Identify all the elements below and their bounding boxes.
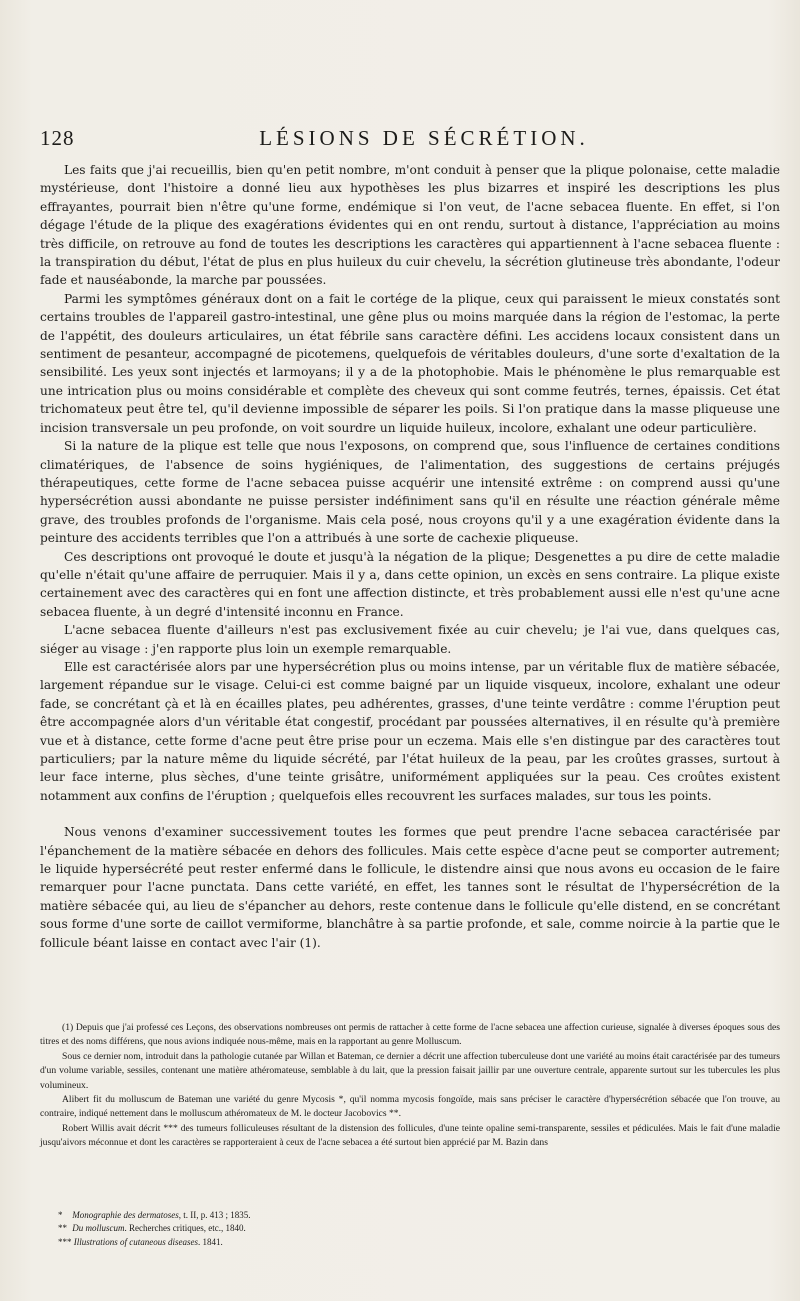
reference-mark: * bbox=[58, 1210, 63, 1220]
reference-item bbox=[58, 1209, 658, 1222]
reference-details: . 1841. bbox=[198, 1236, 223, 1247]
reference-item bbox=[58, 1236, 658, 1249]
running-title: LÉSIONS DE SÉCRÉTION. bbox=[259, 126, 589, 150]
page-header bbox=[40, 126, 780, 156]
footnotes bbox=[40, 1021, 780, 1151]
reference-item bbox=[58, 1222, 658, 1235]
paragraph-acne-visage: L'acne sebacea fluente d'ailleurs n'est pas exclusivement fixée au cuir chevelu; je l'ai vue, dans quelques cas, siéger au visage : j'en rapporte plus loin un exemple remarquable. bbox=[40, 623, 780, 656]
paragraph-plique-polonaise: Les faits que j'ai recueillis, bien qu'en petit nombre, m'ont conduit à penser que la plique polonaise, cette maladie mystérieuse, dont l'histoire a donné lieu aux hypothèses les plus bizarres et inspiré les descriptions les plus effrayantes, pourrait bien n'être qu'une forme, endémique si l'on veut, de l'acne sebacea fluente. En effet, si l'on dégage l'étude de la plique des exagérations évidentes qui en ont rendu, surtout à distance, l'appréciation au moins très difficile, on retrouve au fond de toutes les descriptions les caractères qui appartiennent à l'acne sebacea fluente : la transpiration du début, l'état de plus en plus huileux du cuir chevelu, la sécrétion glutineuse très abondante, l'odeur fade et nauséabonde, la marche par poussées. bbox=[40, 163, 780, 288]
body-text bbox=[40, 161, 780, 952]
reference-mark: ** bbox=[58, 1223, 67, 1234]
paragraph-symptomes-generaux: Parmi les symptômes généraux dont on a fait le cortége de la plique, ceux qui paraissent le mieux constatés sont certains troubles de l'appareil gastro-intestinal, une gêne plus ou moins marquée dans la région de l'estomac, la perte de l'appétit, des douleurs articulaires, un état fébrile sans caractère défini. Les accidens locaux consistent dans un sentiment de pesanteur, accompagné de picotemens, quelquefois de véritables douleurs, d'une sorte d'exaltation de la sensibilité. Les yeux sont injectés et larmoyans; il y a de la photophobie. Mais le phénomène le plus remarquable est une intrication plus ou moins considérable et complète des cheveux qui sont comme feutrés, ternes, épaissis. Cet état trichomateux peut être tel, qu'il devienne impossible de séparer les poils. Si l'on pratique dans la masse pliqueuse une incision transversale un peu profonde, on voit sourdre un liquide huileux, incolore, exhalant une odeur particulière. bbox=[40, 291, 780, 435]
paragraph-nature-plique: Si la nature de la plique est telle que nous l'exposons, on comprend que, sous l'influence de certaines conditions climatériques, de l'absence de soins hygiéniques, de l'alimentation, des suggestions de certains préjugés thérapeutiques, cette forme de l'acne sebacea puisse acquérir une intensité extrême : on comprend aussi qu'une hypersécrétion aussi abondante ne puisse persister indéfiniment sans qu'il en résulte une réaction générale même grave, des troubles profonds de l'organisme. Mais cela posé, nous croyons qu'il y a une exagération évidente dans la peinture des accidents terribles que l'on a attribués à une sorte de cachexie pliqueuse. bbox=[40, 439, 780, 546]
paragraph-descriptions-doute: Ces descriptions ont provoqué le doute et jusqu'à la négation de la plique; Desgenettes a pu dire de cette maladie qu'elle n'était qu'une affaire de perruquier. Mais il y a, dans cette opinion, un excès en sens contraire. La plique existe certainement avec des caractères qui en font une affection distincte, et très probablement aussi elle n'est qu'une acne sebacea fluente, à un degré d'intensité inconnu en France. bbox=[40, 549, 780, 619]
footnote-molluscum: Sous ce dernier nom, introduit dans la pathologie cutanée par Willan et Bateman, ce dernier a décrit une affection tuberculeuse dont une variété au moins était caractérisée par des tumeurs d'un volume variable, sessiles, contenant une matière athéromateuse, semblable à du lait, que la pression faisait jaillir par une ouverture centrale, apparente surtout sur les tubercules les plus volumineux. bbox=[40, 1050, 780, 1091]
reference-title: Illustrations of cutaneous diseases bbox=[73, 1236, 198, 1247]
paragraph-hypersecretion: Elle est caractérisée alors par une hypersécrétion plus ou moins intense, par un véritable flux de matière sébacée, largement répandue sur le visage. Celui-ci est comme baigné par un liquide visqueux, incolore, exhalant une odeur fade, se concrétant çà et là en écailles plates, peu adhérentes, grasses, d'une teinte verdâtre : comme l'éruption peut être accompagnée alors d'un véritable état congestif, procédant par poussées alternatives, il en résulte qu'à première vue et à distance, cette forme d'acne peut être prise pour un eczema. Mais elle s'en distingue par des caractères tout particuliers; par la nature même du liquide sécrété, par l'état huileux de la peau, par les croûtes grasses, surtout à leur face interne, plus sèches, d'une teinte grisâtre, uniformément appliquées sur la peau. Ces croûtes existent notamment aux confins de l'éruption ; quelquefois elles recouvrent les surfaces malades, sur tous les points. bbox=[40, 659, 780, 803]
reference-notes bbox=[58, 1209, 658, 1249]
footnote-1: (1) Depuis que j'ai professé ces Leçons, des observations nombreuses ont permis de rattacher à cette forme de l'acne sebacea une affection curieuse, signalée à diverses époques sous des titres et des noms différens, que nous avions indiquée nous-même, mais en la rapportant au genre Molluscum. bbox=[40, 1022, 780, 1048]
page-number: 128 bbox=[40, 126, 75, 150]
reference-title: Du molluscum bbox=[72, 1223, 125, 1234]
reference-mark: *** bbox=[58, 1236, 72, 1247]
reference-details: , t. II, p. 413 ; 1835. bbox=[178, 1210, 251, 1220]
reference-title: Monographie des dermatoses bbox=[72, 1210, 179, 1220]
reference-details: . Recherches critiques, etc., 1840. bbox=[124, 1223, 246, 1234]
footnote-alibert: Alibert fit du molluscum de Bateman une variété du genre Mycosis *, qu'il nomma mycosis fongoïde, mais sans préciser le caractère d'hypersécrétion sébacée que l'on trouve, au contraire, indiqué nettement dans le molluscum athéromateux de M. le docteur Jacobovics **. bbox=[40, 1094, 780, 1120]
footnote-willis: Robert Willis avait décrit *** des tumeurs folliculeuses résultant de la distension des follicules, d'une teinte opaline semi-transparente, sessiles et pédiculées. Mais le fait d'une maladie jusqu'aivors méconnue et dont les caractères se rapporteraient à ceux de l'acne sebacea a été surtout bien apprécié par M. Bazin dans bbox=[40, 1122, 780, 1149]
paragraph-acne-punctata: Nous venons d'examiner successivement toutes les formes que peut prendre l'acne sebacea caractérisée par l'épanchement de la matière sébacée en dehors des follicules. Mais cette espèce d'acne peut se comporter autrement; le liquide hypersécrété peut rester enfermé dans le follicule, le distendre ainsi que nous avons eu occasion de le faire remarquer pour l'acne punctata. Dans cette variété, en effet, les tannes sont le résultat de l'hypersécrétion de la matière sébacée qui, au lieu de s'épancher au dehors, reste contenue dans le follicule qu'elle distend, en se concrétant sous forme d'une sorte de caillot vermiforme, blanchâtre à sa partie profonde, et sale, comme noircie à la partie que le follicule béant laisse en contact avec l'air (1). bbox=[40, 825, 780, 950]
